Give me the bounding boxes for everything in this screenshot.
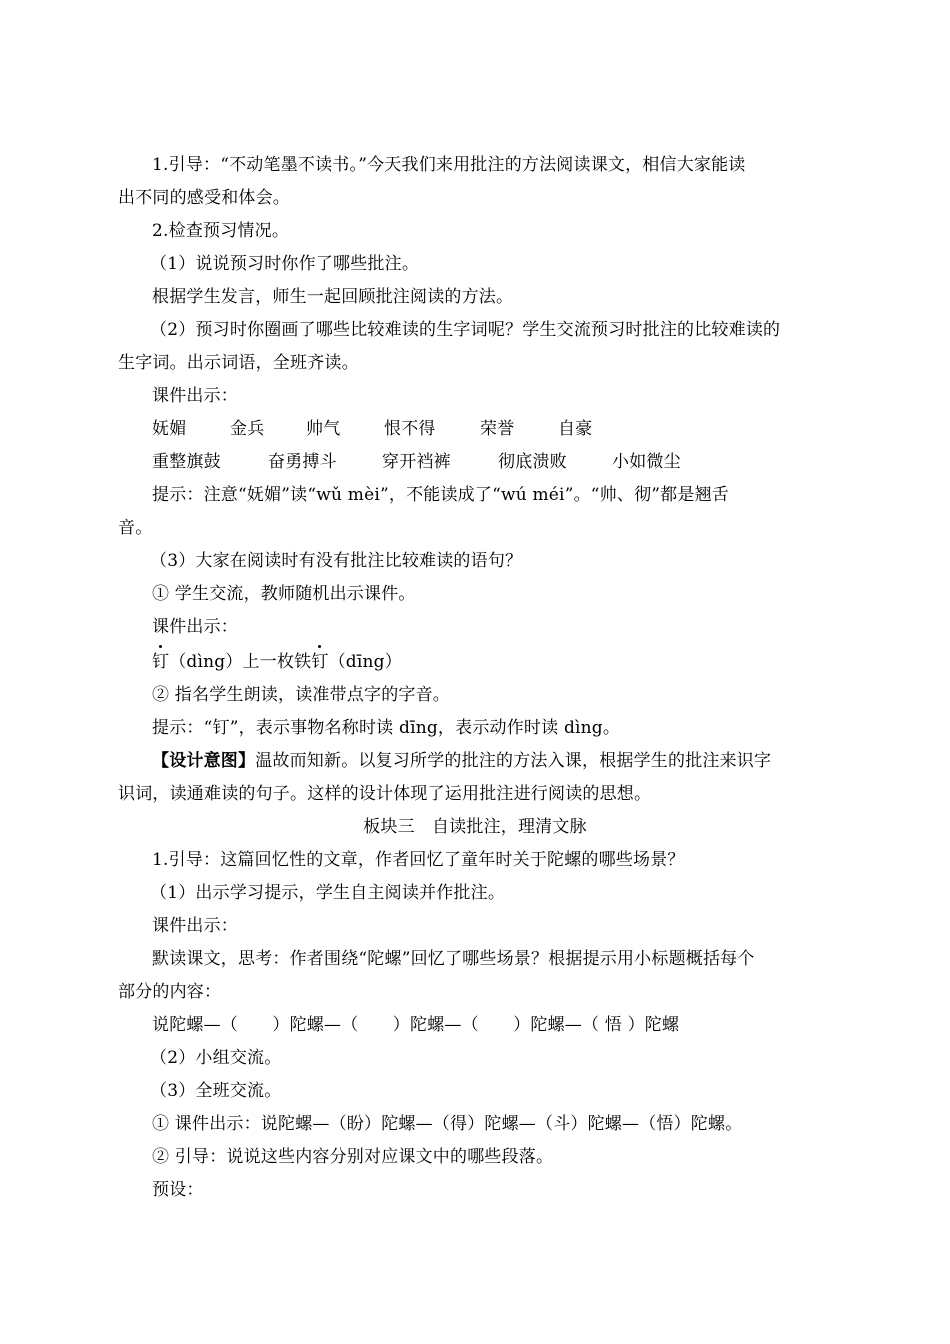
word-item: 金兵 [230,419,265,439]
step-2-read-aloud: ② 指名学生朗读，读准带点字的字音。 [152,685,451,705]
paragraph-sub1: （1）说说预习时你作了哪些批注。 [150,254,420,274]
dotted-character: 钉 [152,652,170,672]
courseware-label-1: 课件出示： [152,386,238,406]
dotted-character: 钉 [311,652,329,672]
subtitle-blanks: 说陀螺—（ ）陀螺—（ ）陀螺—（ ）陀螺—（ 悟 ）陀螺 [152,1015,680,1035]
design-intent-line2: 识词，读通难读的句子。这样的设计体现了运用批注进行阅读的思想。 [118,784,652,804]
step-1-student-exchange: ① 学生交流，教师随机出示课件。 [152,584,416,604]
word-item: 重整旗鼓 [152,452,221,472]
word-item: 奋勇搏斗 [268,452,337,472]
design-intent-line1 [152,750,771,772]
ding-sentence-middle: （dìng）上一枚铁 [169,652,312,672]
ding-sentence [152,651,402,673]
reading-task-line1: 默读课文，思考：作者围绕“陀螺”回忆了哪些场景？根据提示用小标题概括每个 [152,949,755,969]
word-item: 穿开裆裤 [382,452,451,472]
paragraph-check-preview: 2.检查预习情况。 [152,221,290,241]
paragraph-sub2-line2: 生字词。出示词语，全班齐读。 [118,353,359,373]
hint-ding: 提示：“钉”，表示事物名称时读 dīng，表示动作时读 dìng。 [152,718,621,738]
courseware-label-3: 课件出示： [152,916,238,936]
step-2-guide-paragraphs: ② 引导：说说这些内容分别对应课文中的哪些段落。 [152,1147,554,1167]
design-intent-text: 温故而知新。以复习所学的批注的方法入课，根据学生的批注来识字 [255,751,772,771]
word-item: 恨不得 [384,419,436,439]
paragraph-review: 根据学生发言，师生一起回顾批注阅读的方法。 [152,287,514,307]
reading-task-line2: 部分的内容： [118,982,222,1002]
hint-pronunciation-line2: 音。 [118,518,153,538]
word-row-2 [152,451,681,473]
paragraph-guide-line1: 1.引导：“不动笔墨不读书。”今天我们来用批注的方法阅读课文，相信大家能读 [152,155,746,175]
word-item: 小如微尘 [612,452,681,472]
paragraph-group-exchange: （2）小组交流。 [150,1048,282,1068]
preset-label: 预设： [152,1180,204,1200]
word-item: 彻底溃败 [498,452,567,472]
word-item: 帅气 [306,419,341,439]
design-intent-label: 【设计意图】 [152,751,256,771]
section-heading: 板块三 自读批注，理清文脉 [363,817,587,837]
word-item: 荣誉 [480,419,515,439]
ding-sentence-end: （dīng） [328,652,402,672]
hint-pronunciation-line1: 提示：注意“妩媚”读“wǔ mèi”，不能读成了“wú méi”。“帅、彻”都是翘舌 [152,485,729,505]
step-1-courseware-answer: ① 课件出示：说陀螺—（盼）陀螺—（得）陀螺—（斗）陀螺—（悟）陀螺。 [152,1114,743,1134]
word-item: 自豪 [558,419,593,439]
courseware-label-2: 课件出示： [152,617,238,637]
paragraph-sub2-line1: （2）预习时你圈画了哪些比较难读的生字词呢？学生交流预习时批注的比较难读的 [150,320,781,340]
paragraph-guide-line2: 出不同的感受和体会。 [118,188,290,208]
paragraph-learning-hint: （1）出示学习提示，学生自主阅读并作批注。 [150,883,506,903]
paragraph-class-exchange: （3）全班交流。 [150,1081,282,1101]
word-row-1 [152,418,592,440]
word-item: 妩媚 [152,419,187,439]
paragraph-guide-2: 1.引导：这篇回忆性的文章，作者回忆了童年时关于陀螺的哪些场景？ [152,850,685,870]
paragraph-sub3: （3）大家在阅读时有没有批注比较难读的语句？ [150,551,523,571]
